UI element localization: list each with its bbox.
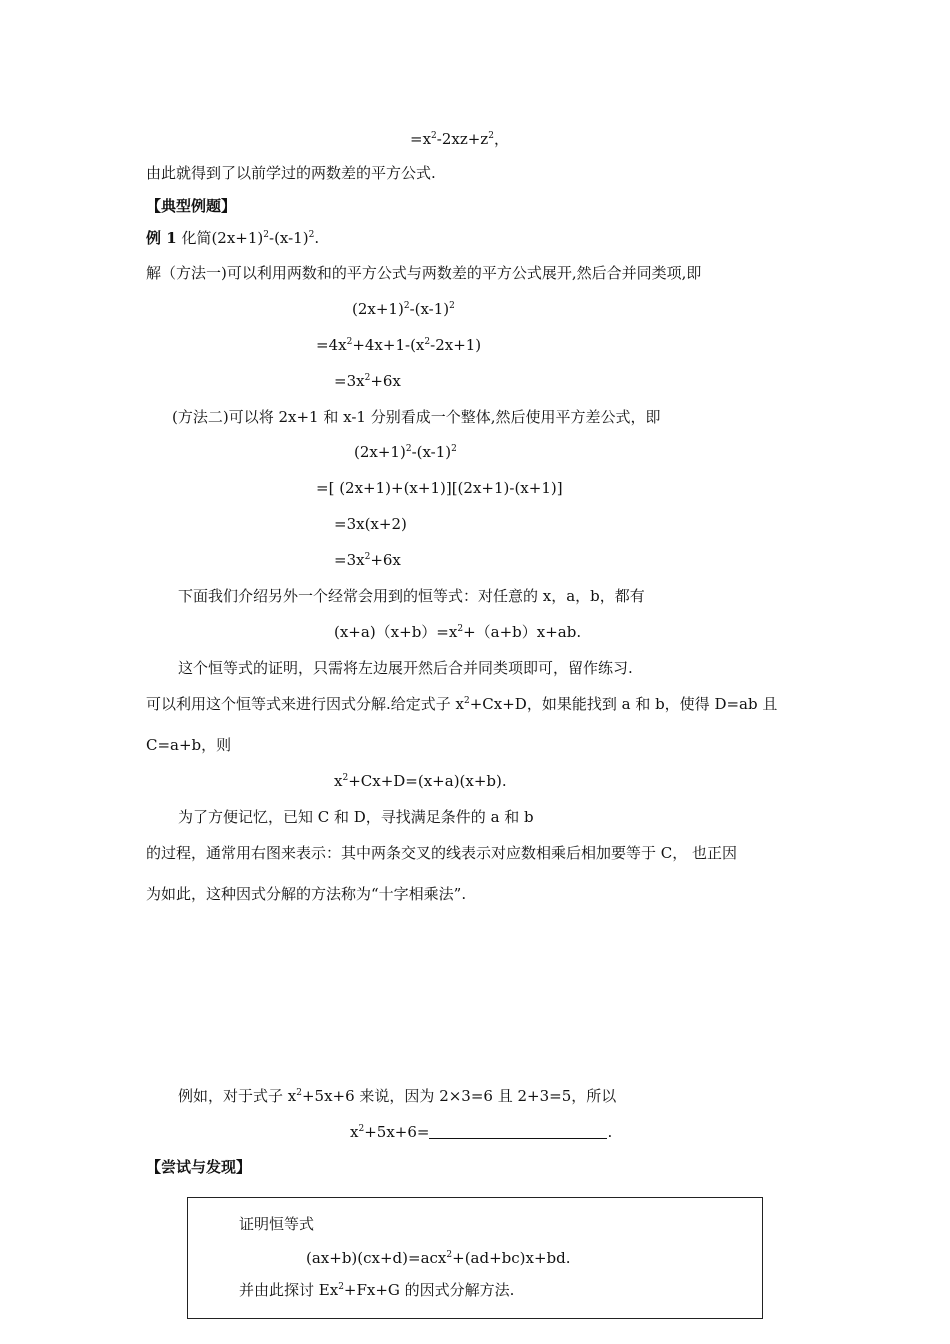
answer-blank[interactable] xyxy=(429,1124,607,1139)
paragraph: 为了方便记忆，已知 C 和 D，寻找满足条件的 a 和 b xyxy=(178,808,534,826)
paragraph: 这个恒等式的证明，只需将左边展开然后合并同类项即可，留作练习. xyxy=(178,659,633,677)
example-title xyxy=(146,228,319,248)
equation-line: =[ (2x+1)+(x+1)][(2x+1)-(x+1)] xyxy=(316,479,563,497)
example-text: 化简$(2x+1)^2-(x-1)^2$. xyxy=(176,229,320,247)
paragraph: 的过程，通常用右图来表示：其中两条交叉的线表示对应数相乘后相加要等于 C， 也正因 xyxy=(146,844,738,862)
paragraph: 由此就得到了以前学过的两数差的平方公式. xyxy=(146,164,436,182)
equation-line: $=x^2-2xz+z^2$， xyxy=(410,130,509,148)
section-heading: 【典型例题】 xyxy=(146,197,237,215)
equation-line: =3x(x+2) xyxy=(334,515,407,533)
equation-line: $(x+a)(x+b)=x^2+(a+b)x+ab$. xyxy=(334,623,582,641)
fill-in-line xyxy=(350,1122,612,1142)
equation-line: $(2x+1)^2-(x-1)^2$ xyxy=(352,300,455,318)
equation-line: $=3x^2+6x$ xyxy=(334,372,401,390)
paragraph: 为如此，这种因式分解的方法称为“十字相乘法”. xyxy=(146,885,467,903)
paragraph: 解（方法一)可以利用两数和的平方公式与两数差的平方公式展开,然后合并同类项,即 xyxy=(146,264,702,282)
box-line: 并由此探讨 $Ex^2+Fx+G$ 的因式分解方法. xyxy=(239,1281,515,1299)
paragraph: 例如，对于式子 $x^2+5x+6$ 来说，因为 2×3=6 且 2+3=5，所以 xyxy=(178,1087,617,1105)
paragraph: C=a+b，则 xyxy=(146,736,232,754)
fill-in-prefix: $x^2+5x+6=$ xyxy=(350,1123,430,1141)
paragraph: (方法二)可以将 2x+1 和 x-1 分别看成一个整体,然后使用平方差公式，即 xyxy=(172,408,661,426)
box-line: 证明恒等式 xyxy=(239,1215,315,1233)
section-heading: 【尝试与发现】 xyxy=(146,1158,252,1176)
equation-line: $=4x^2+4x+1-(x^2-2x+1)$ xyxy=(316,336,482,354)
equation-line: $=3x^2+6x$ xyxy=(334,551,401,569)
box-equation: (ax+b)(cx+d)=acx$^2$+(ad+bc)x+bd. xyxy=(306,1249,571,1267)
equation-line: $x^2+Cx+D=(x+a)(x+b)$. xyxy=(334,772,507,790)
fill-in-suffix: . xyxy=(607,1123,613,1141)
paragraph: 下面我们介绍另外一个经常会用到的恒等式：对任意的 x，a，b，都有 xyxy=(178,587,645,605)
paragraph: 可以利用这个恒等式来进行因式分解.给定式子 $x^2+Cx+D$，如果能找到 a 和 b，使得 D=ab 且 xyxy=(146,695,778,713)
exercise-box xyxy=(187,1197,763,1319)
equation-line: $(2x+1)^2-(x-1)^2$ xyxy=(354,443,457,461)
example-label: 例 1 xyxy=(146,229,177,247)
